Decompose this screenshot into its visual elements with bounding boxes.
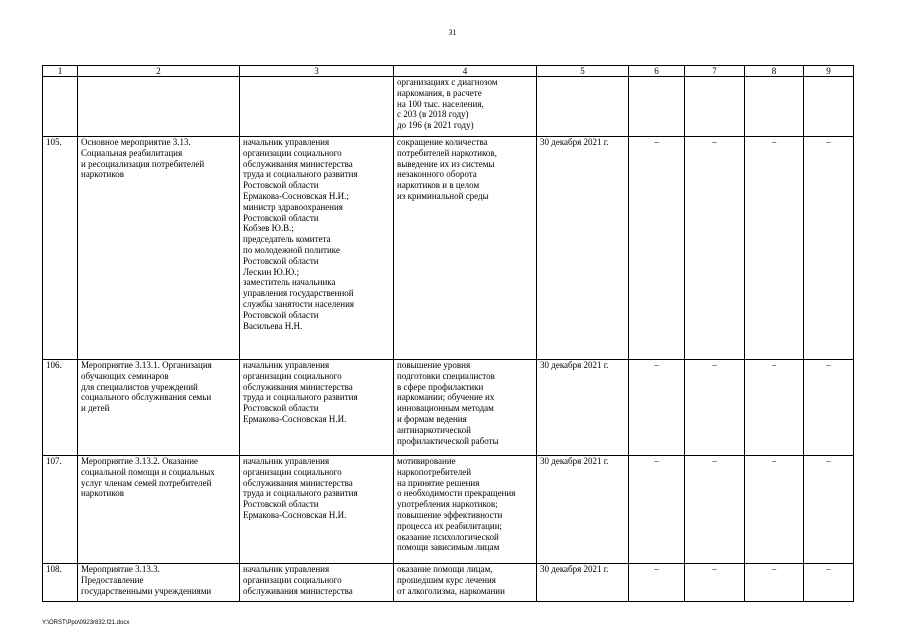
- col7-cell: –: [685, 456, 745, 564]
- col8-cell: –: [745, 564, 804, 602]
- col6-cell: –: [629, 564, 685, 602]
- file-path-footer: Y:\ORST\Ppo\0923r832.f21.docx: [42, 620, 130, 626]
- date-cell: [537, 77, 629, 137]
- header-cell: 3: [240, 66, 394, 77]
- col9-cell: –: [804, 360, 854, 456]
- date-cell: 30 декабря 2021 г.: [537, 564, 629, 602]
- row-number: 106.: [43, 360, 78, 456]
- header-cell: 7: [685, 66, 745, 77]
- activity-cell: Основное мероприятие 3.13. Социальная реабилитация и ресоциализация потребителей наркотиков: [78, 137, 240, 360]
- row-number: 105.: [43, 137, 78, 360]
- header-cell: 9: [804, 66, 854, 77]
- col7-cell: –: [685, 360, 745, 456]
- row-number: 107.: [43, 456, 78, 564]
- col9-cell: [804, 77, 854, 137]
- col7-cell: –: [685, 137, 745, 360]
- col7-cell: –: [685, 564, 745, 602]
- col8-cell: –: [745, 360, 804, 456]
- row-number: [43, 77, 78, 137]
- result-cell: организациях с диагнозом наркомания, в расчете на 100 тыс. населения, с 203 (в 2018 году) до 196 (в 2021 году): [394, 77, 537, 137]
- table-row: [43, 360, 854, 456]
- col9-cell: –: [804, 564, 854, 602]
- col9-cell: –: [804, 137, 854, 360]
- responsible-cell: [240, 77, 394, 137]
- result-cell: мотивирование наркопотребителей на принятие решения о необходимости прекращения употребления наркотиков; повышение эффективности процесса их реабилитации; оказание психологической помощи зависимым лицам: [394, 456, 537, 564]
- header-cell: 2: [78, 66, 240, 77]
- page-number: 31: [448, 28, 457, 37]
- col7-cell: [685, 77, 745, 137]
- responsible-cell: начальник управления организации социального обслуживания министерства: [240, 564, 394, 602]
- plan-table: [42, 65, 854, 602]
- col8-cell: –: [745, 137, 804, 360]
- date-cell: 30 декабря 2021 г.: [537, 360, 629, 456]
- col6-cell: –: [629, 456, 685, 564]
- col8-cell: –: [745, 456, 804, 564]
- col9-cell: –: [804, 456, 854, 564]
- responsible-cell: начальник управления организации социального обслуживания министерства труда и социального развития Ростовской области Ермакова-Сосновская Н.И.: [240, 456, 394, 564]
- row-number: 108.: [43, 564, 78, 602]
- col6-cell: –: [629, 360, 685, 456]
- result-cell: сокращение количества потребителей наркотиков, выведение их из системы незаконного оборота наркотиков и в целом из криминальной среды: [394, 137, 537, 360]
- result-cell: оказание помощи лицам, прошедшим курс лечения от алкоголизма, наркомании: [394, 564, 537, 602]
- table-row: [43, 456, 854, 564]
- table-row: [43, 77, 854, 137]
- col8-cell: [745, 77, 804, 137]
- header-cell: 6: [629, 66, 685, 77]
- result-cell: повышение уровня подготовки специалистов в сфере профилактики наркомании; обучение их инновационным методам и формам ведения антинаркотической профилактической работы: [394, 360, 537, 456]
- header-cell: 1: [43, 66, 78, 77]
- activity-cell: Мероприятие 3.13.1. Организация обучающих семинаров для специалистов учреждений социального обслуживания семьи и детей: [78, 360, 240, 456]
- header-cell: 5: [537, 66, 629, 77]
- activity-cell: Мероприятие 3.13.2. Оказание социальной помощи и социальных услуг членам семей потребителей наркотиков: [78, 456, 240, 564]
- date-cell: 30 декабря 2021 г.: [537, 456, 629, 564]
- activity-cell: [78, 77, 240, 137]
- responsible-cell: начальник управления организации социального обслуживания министерства труда и социального развития Ростовской области Ермакова-Сосновская Н.И.; министр здравоохранения Ростовской области Кобзев Ю.В.; председатель комитета по молодежной политике Ростовской области Лескин Ю.Ю.; заместитель начальника управления государственной службы занятости населения Ростовской области Васильева Н.Н.: [240, 137, 394, 360]
- header-row: [43, 66, 854, 77]
- activity-cell: Мероприятие 3.13.3. Предоставление государственными учреждениями: [78, 564, 240, 602]
- table-row: [43, 564, 854, 602]
- responsible-cell: начальник управления организации социального обслуживания министерства труда и социального развития Ростовской области Ермакова-Сосновская Н.И.: [240, 360, 394, 456]
- table-row: [43, 137, 854, 360]
- col6-cell: –: [629, 137, 685, 360]
- date-cell: 30 декабря 2021 г.: [537, 137, 629, 360]
- col6-cell: [629, 77, 685, 137]
- header-cell: 8: [745, 66, 804, 77]
- header-cell: 4: [394, 66, 537, 77]
